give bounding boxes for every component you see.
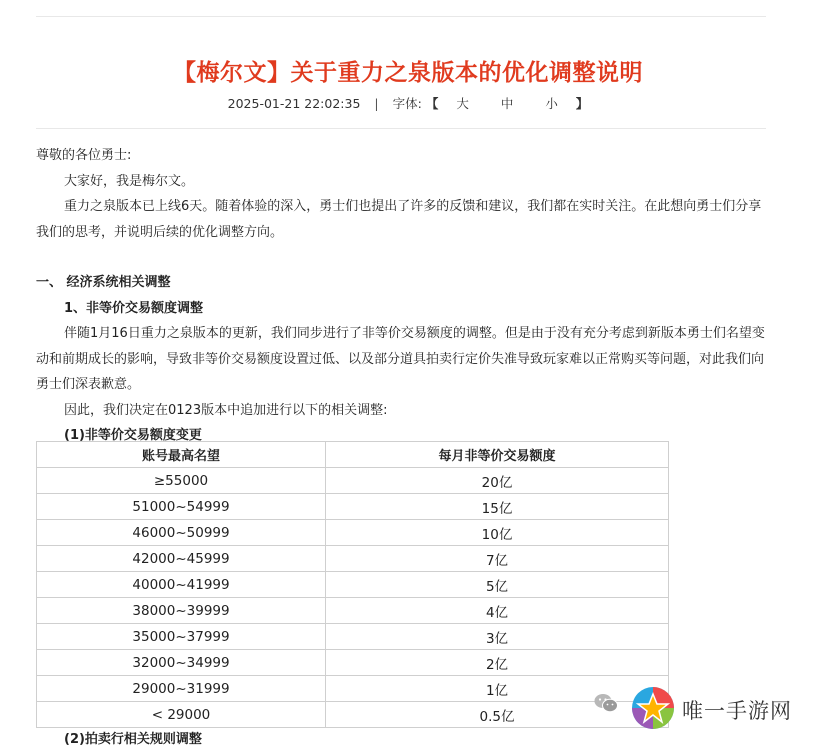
limit-cell: 10亿 <box>326 520 669 546</box>
site-watermark <box>594 685 804 733</box>
watermark-text: 唯一手游网 <box>682 699 792 723</box>
subheading-trade-limit: 1、非等价交易额度调整 <box>64 300 204 316</box>
table-row <box>37 520 669 546</box>
table-row <box>37 650 669 676</box>
update-paragraph: 重力之泉版本已上线6天。随着体验的深入，勇士们也提出了许多的反馈和建议，我们都在实时关注。在此想向勇士们分享我们的思考，并说明后续的优化调整方向。 <box>36 199 762 240</box>
font-size-label: 字体: <box>392 96 422 111</box>
subheading-limit-change: (1)非等价交易额度变更 <box>64 428 202 443</box>
font-size-medium[interactable]: 中 <box>500 96 514 111</box>
star-logo-icon <box>630 685 676 731</box>
limit-cell: 2亿 <box>326 650 669 676</box>
fame-cell: 35000~37999 <box>37 624 326 650</box>
fame-cell: 40000~41999 <box>37 572 326 598</box>
wechat-icon <box>594 693 618 713</box>
column-header: 账号最高名望 <box>37 442 326 468</box>
article-meta <box>0 94 816 112</box>
intro-paragraph: 大家好，我是梅尔文。 <box>64 173 195 189</box>
limit-cell: 0.5亿 <box>326 702 669 728</box>
fame-cell: 38000~39999 <box>37 598 326 624</box>
fame-cell: 32000~34999 <box>37 650 326 676</box>
table-header-row <box>37 442 669 468</box>
table-row <box>37 494 669 520</box>
table-row <box>37 546 669 572</box>
table-row <box>37 702 669 728</box>
column-header: 每月非等价交易额度 <box>326 442 669 468</box>
section-heading-economy: 一、 经济系统相关调整 <box>36 275 171 290</box>
bracket-close: 】 <box>575 96 589 111</box>
bracket-open: 【 <box>425 96 439 111</box>
fame-cell: ≥55000 <box>37 468 326 494</box>
limit-cell: 7亿 <box>326 546 669 572</box>
limit-cell: 20亿 <box>326 468 669 494</box>
trade-limit-table <box>36 441 669 728</box>
apology-paragraph: 伴随1月16日重力之泉版本的更新，我们同步进行了非等价交易额度的调整。但是由于没有充分考虑到新版本勇士们名望变动和前期成长的影响，导致非等价交易额度设置过低、以及部分道具拍卖行定价失准导致玩家难以正常购买等问题，对此我们向勇士们深表歉意。 <box>36 326 765 392</box>
article-title: 【梅尔文】关于重力之泉版本的优化调整说明 <box>173 60 643 86</box>
font-size-large[interactable]: 大 <box>456 96 469 111</box>
limit-cell: 5亿 <box>326 572 669 598</box>
next-subheading-partial: (2)拍卖行相关规则调整 <box>64 732 202 747</box>
greeting: 尊敬的各位勇士: <box>36 148 132 163</box>
fame-cell: < 29000 <box>37 702 326 728</box>
fame-cell: 46000~50999 <box>37 520 326 546</box>
table-row <box>37 598 669 624</box>
meta-separator: | <box>374 96 379 111</box>
table-row <box>37 468 669 494</box>
top-divider <box>36 16 766 17</box>
decision-paragraph: 因此，我们决定在0123版本中追加进行以下的相关调整: <box>64 402 388 418</box>
limit-cell: 3亿 <box>326 624 669 650</box>
fame-cell: 51000~54999 <box>37 494 326 520</box>
table-row <box>37 676 669 702</box>
table-row <box>37 572 669 598</box>
article-body <box>36 143 766 449</box>
fame-cell: 29000~31999 <box>37 676 326 702</box>
table-row <box>37 624 669 650</box>
limit-cell: 1亿 <box>326 676 669 702</box>
limit-cell: 15亿 <box>326 494 669 520</box>
header-divider <box>36 128 766 129</box>
fame-cell: 42000~45999 <box>37 546 326 572</box>
publish-date: 2025-01-21 22:02:35 <box>227 96 361 111</box>
limit-cell: 4亿 <box>326 598 669 624</box>
font-size-small[interactable]: 小 <box>545 96 558 111</box>
